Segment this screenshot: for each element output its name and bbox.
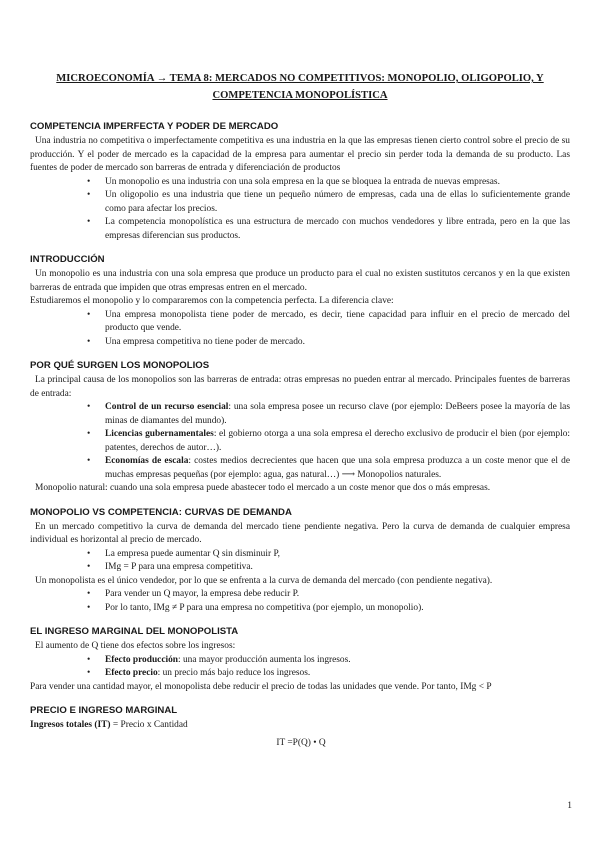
list-item: • Una empresa monopolista tiene poder de mercado, es decir, tiene capacidad para influir en el precio de mercado del producto que vende. (105, 309, 570, 336)
paragraph: Un monopolista es el único vendedor, por lo que se enfrenta a la curva de demanda del mercado (con pendiente negativa). (35, 575, 493, 586)
section-heading: EL INGRESO MARGINAL DEL MONOPOLISTA (30, 626, 239, 637)
list-item: • Un oligopolio es una industria que tiene un pequeño número de empresas, cada una de ellas lo suficientemente grande como para afectar los precios. (105, 189, 570, 216)
list-item: • Una empresa competitiva no tiene poder de mercado. (105, 336, 570, 350)
paragraph: Estudiaremos el monopolio y lo compararemos con la competencia perfecta. La diferencia clave: (30, 296, 394, 306)
term-description: = Precio x Cantidad (110, 720, 188, 730)
list-item (105, 667, 570, 681)
paragraph: La principal causa de los monopolios son las barreras de entrada: otras empresas no pueden entrar al mercado. Principales fuentes de barreras de entrada: (30, 375, 570, 399)
section-heading: MONOPOLIO VS COMPETENCIA: CURVAS DE DEMANDA (30, 506, 292, 518)
section-introduccion (30, 253, 570, 349)
section-competencia-imperfecta (30, 120, 570, 243)
list-item: • IMg = P para una empresa competitiva. (105, 561, 570, 575)
section-heading: INTRODUCCIÓN (30, 254, 105, 265)
list-item (105, 654, 570, 668)
bullet-list (30, 401, 570, 482)
formula: IT =P(Q) • Q (276, 737, 326, 748)
term: Control de un recurso esencial (105, 402, 229, 412)
section-heading: PRECIO E INGRESO MARGINAL (30, 705, 178, 716)
paragraph: Un monopolio es una industria con una sola empresa que produce un producto para el cual no existen sustitutos cercanos y en la que existen barreras de entrada que impiden que otras empresas entren en el mercado. (30, 269, 570, 293)
list-item: • La empresa puede aumentar Q sin disminuir P, (105, 548, 570, 562)
term-description: : el gobierno otorga a una sola empresa el derecho exclusivo de producir el bien (por ejemplo: patentes, derechos de autor…). (105, 429, 570, 453)
term: Licencias gubernamentales (105, 429, 214, 439)
section-heading: COMPETENCIA IMPERFECTA Y PODER DE MERCADO (30, 121, 279, 132)
paragraph: Monopolio natural: cuando una sola empresa puede abastecer todo el mercado a un coste menor que dos o más empresas. (35, 483, 491, 493)
list-item (105, 428, 570, 455)
paragraph: El aumento de Q tiene dos efectos sobre los ingresos: (35, 641, 236, 651)
term: Efecto precio (105, 668, 158, 678)
section-ingreso-marginal (30, 625, 570, 694)
bullet-list (30, 654, 570, 681)
bullet-list (30, 548, 570, 575)
section-precio-ingreso-marginal (30, 704, 570, 750)
paragraph: Para vender una cantidad mayor, el monopolista debe reducir el precio de todas las unidades que vende. Por tanto, IMg < P (30, 681, 492, 692)
bullet-list (30, 309, 570, 350)
term: Efecto producción (105, 654, 178, 665)
page-title: MICROECONOMÍA → TEMA 8: MERCADOS NO COMPETITIVOS: MONOPOLIO, OLIGOPOLIO, Y COMPETENCIA MONOPOLÍSTICA (56, 73, 544, 101)
term-description: : una mayor producción aumenta los ingresos. (178, 654, 351, 665)
paragraph: Una industria no competitiva o imperfectamente competitiva es una industria en la que las empresas tienen cierto control sobre el precio de su producción. Y el poder de mercado es la capacidad de la empresa para aumentar el precio sin perder toda la demanda de su producto. Las fuentes de poder de mercado son barreras de entrada y diferenciación de productos (30, 136, 570, 173)
bullet-list (30, 176, 570, 244)
term-description: : un precio más bajo reduce los ingresos. (157, 668, 311, 678)
section-por-que-surgen (30, 359, 570, 496)
bullet-list (30, 588, 570, 615)
term-description: : una sola empresa posee un recurso clave (por ejemplo: DeBeers posee la mayoría de las minas de diamantes del mundo). (105, 402, 570, 426)
paragraph: En un mercado competitivo la curva de demanda del mercado tiene pendiente negativa. Pero la curva de demanda de cualquier empresa individual es horizontal al precio de mercado. (30, 521, 570, 545)
section-monopolio-vs-competencia (30, 506, 570, 616)
list-item (105, 401, 570, 428)
list-item (105, 455, 570, 482)
page-number: 1 (567, 801, 572, 811)
list-item: • Por lo tanto, IMg ≠ P para una empresa no competitiva (por ejemplo, un monopolio). (105, 602, 570, 616)
section-heading: POR QUÉ SURGEN LOS MONOPOLIOS (30, 360, 210, 371)
term-description: : costes medios decrecientes que hacen que una sola empresa produzca a un coste menor que el de muchas empresas pequeñas (por ejemplo: agua, gas natural…) ⟶ Monopolios naturales. (105, 456, 570, 480)
list-item: • La competencia monopolística es una estructura de mercado con muchos vendedores y libre entrada, pero en la que las empresas diferencian sus productos. (105, 216, 570, 243)
list-item: • Un monopolio es una industria con una sola empresa en la que se bloquea la entrada de nuevas empresas. (105, 176, 570, 190)
list-item: • Para vender un Q mayor, la empresa debe reducir P. (105, 588, 570, 602)
term: Economías de escala (105, 456, 189, 466)
paragraph (30, 719, 570, 733)
term: Ingresos totales (IT) (30, 720, 111, 730)
